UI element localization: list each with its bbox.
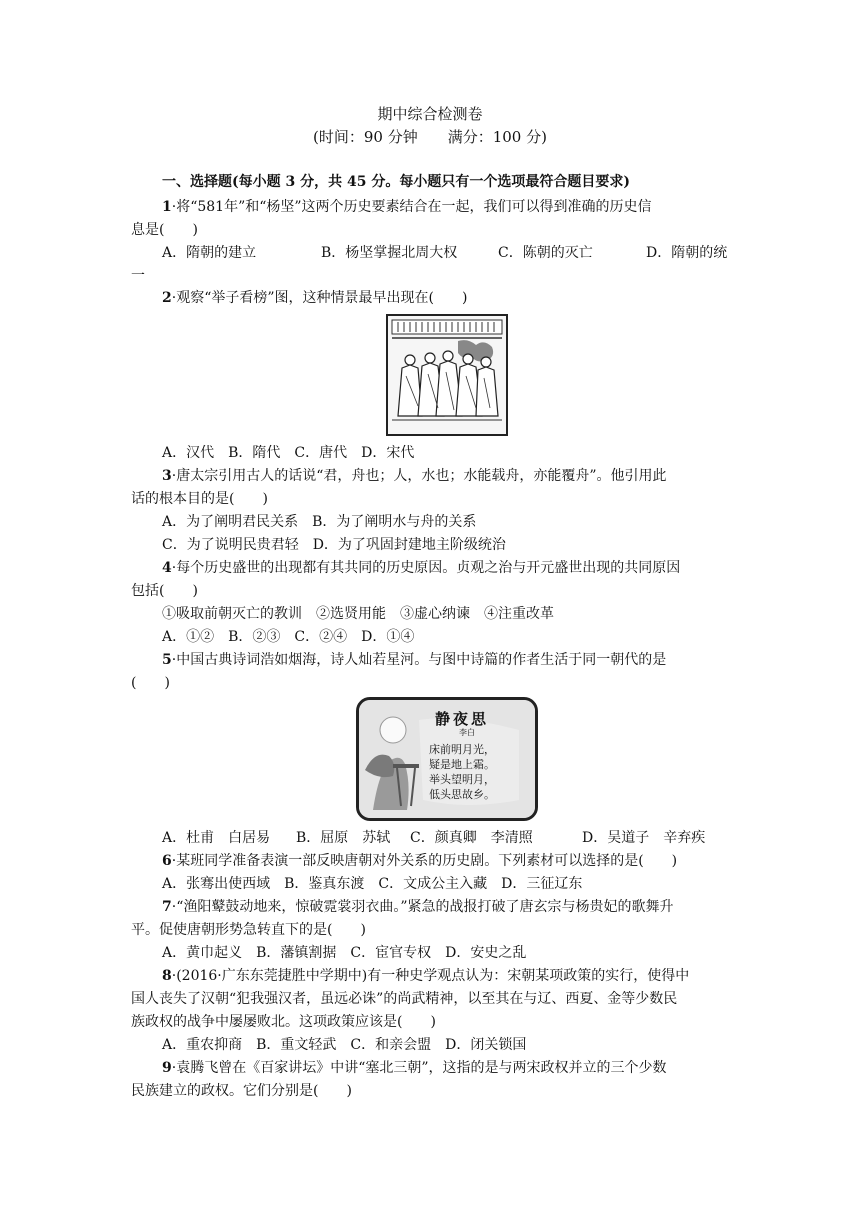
question-number: 9 — [162, 1060, 172, 1076]
q1-option-d: D．隋朝的统 — [646, 245, 728, 261]
question-number: 8 — [162, 968, 172, 984]
question-8-cont-1: 国人丧失了汉朝“犯我强汉者，虽远必诛”的尚武精神，以至其在与辽、西夏、金等少数民 — [131, 991, 678, 1007]
poem-author: 李白 — [459, 728, 475, 737]
poem-title: 静夜思 — [435, 710, 490, 728]
question-9 — [162, 1058, 667, 1078]
question-text: ·唐太宗引用古人的话说“君，舟也；人，水也；水能载舟，亦能覆舟”。他引用此 — [171, 468, 667, 484]
question-number: 5 — [162, 652, 172, 668]
question-3-cont: 话的根本目的是( ) — [131, 491, 268, 507]
question-1-cont: 息是( ) — [131, 222, 198, 238]
question-text: ·中国古典诗词浩如烟海，诗人灿若星河。与图中诗篇的作者生活于同一朝代的是 — [171, 652, 667, 668]
question-5-cont: ( ) — [131, 675, 170, 691]
question-7 — [162, 897, 674, 917]
q2-options: A．汉代 B．隋代 C．唐代 D．宋代 — [162, 445, 415, 461]
question-6 — [162, 851, 677, 871]
question-text: ·每个历史盛世的出现都有其共同的历史原因。贞观之治与开元盛世出现的共同原因 — [171, 560, 681, 576]
poem-body — [429, 742, 495, 802]
question-4-cont: 包括( ) — [131, 583, 198, 599]
q5-option-b: B．屈原 苏轼 — [296, 830, 391, 846]
poem-line: 床前明月光， — [429, 743, 495, 756]
q3-options-row1: A．为了阐明君民关系 B．为了阐明水与舟的关系 — [162, 514, 477, 530]
question-number: 3 — [162, 468, 172, 484]
question-number: 2 — [162, 290, 172, 306]
question-number: 7 — [162, 899, 172, 915]
question-text: ·观察“举子看榜”图，这种情景最早出现在( ) — [171, 290, 468, 306]
q5-option-c: C．颜真卿 李清照 — [410, 830, 533, 846]
q3-options-row2: C．为了说明民贵君轻 D．为了巩固封建地主阶级统治 — [162, 537, 506, 553]
q7-options: A．黄巾起义 B．藩镇割据 C．宦官专权 D．安史之乱 — [162, 945, 527, 961]
q1-option-c: C．陈朝的灭亡 — [498, 245, 593, 261]
question-7-cont: 平。促使唐朝形势急转直下的是( ) — [131, 922, 366, 938]
q1-option-b: B．杨坚掌握北周大权 — [321, 245, 458, 261]
question-9-cont: 民族建立的政权。它们分别是( ) — [131, 1083, 352, 1099]
exam-subtitle: (时间：90 分钟 满分：100 分) — [313, 128, 547, 146]
question-text: ·将“581年”和“杨坚”这两个历史要素结合在一起，我们可以得到准确的历史信 — [171, 199, 652, 215]
q5-option-a: A．杜甫 白居易 — [162, 830, 271, 846]
q5-option-d: D．吴道子 辛弃疾 — [582, 830, 706, 846]
exam-title: 期中综合检测卷 — [377, 105, 483, 123]
poem-illustration — [356, 697, 538, 821]
q6-options: A．张骞出使西域 B．鉴真东渡 C．文成公主入藏 D．三征辽东 — [162, 876, 583, 892]
exam-list-illustration — [386, 314, 508, 436]
question-text: ·某班同学准备表演一部反映唐朝对外关系的历史剧。下列素材可以选择的是( ) — [171, 853, 678, 869]
question-number: 4 — [162, 560, 172, 576]
question-number: 1 — [162, 199, 172, 215]
question-1 — [162, 197, 652, 217]
q8-options: A．重农抑商 B．重文轻武 C．和亲会盟 D．闭关锁国 — [162, 1037, 527, 1053]
question-text: ·袁腾飞曾在《百家讲坛》中讲“塞北三朝”，这指的是与两宋政权并立的三个少数 — [171, 1060, 667, 1076]
section-heading: 一、选择题(每小题 3 分，共 45 分。每小题只有一个选项最符合题目要求) — [162, 174, 630, 190]
q1-option-d-cont: 一 — [131, 268, 145, 284]
poem-line: 低头思故乡。 — [429, 788, 495, 801]
q4-items: ①吸取前朝灭亡的教训 ②选贤用能 ③虚心纳谏 ④注重改革 — [162, 606, 554, 622]
scholars-reading-list-icon — [388, 316, 506, 434]
question-3 — [162, 466, 667, 486]
question-2 — [162, 288, 467, 308]
poem-line: 举头望明月， — [429, 773, 495, 786]
question-4 — [162, 558, 680, 578]
question-text: ·(2016·广东东莞捷胜中学期中)有一种史学观点认为：宋朝某项政策的实行，使得中 — [171, 968, 690, 984]
question-number: 6 — [162, 853, 172, 869]
question-text: ·“渔阳鼙鼓动地来，惊破霓裳羽衣曲。”紧急的战报打破了唐玄宗与杨贵妃的歌舞升 — [171, 899, 674, 915]
question-8 — [162, 966, 689, 986]
q4-options: A．①② B．②③ C．②④ D．①④ — [162, 629, 415, 645]
question-8-cont-2: 族政权的战争中屡屡败北。这项政策应该是( ) — [131, 1014, 436, 1030]
poem-line: 疑是地上霜。 — [429, 758, 495, 771]
q1-option-a: A．隋朝的建立 — [162, 245, 257, 261]
question-5 — [162, 650, 666, 670]
